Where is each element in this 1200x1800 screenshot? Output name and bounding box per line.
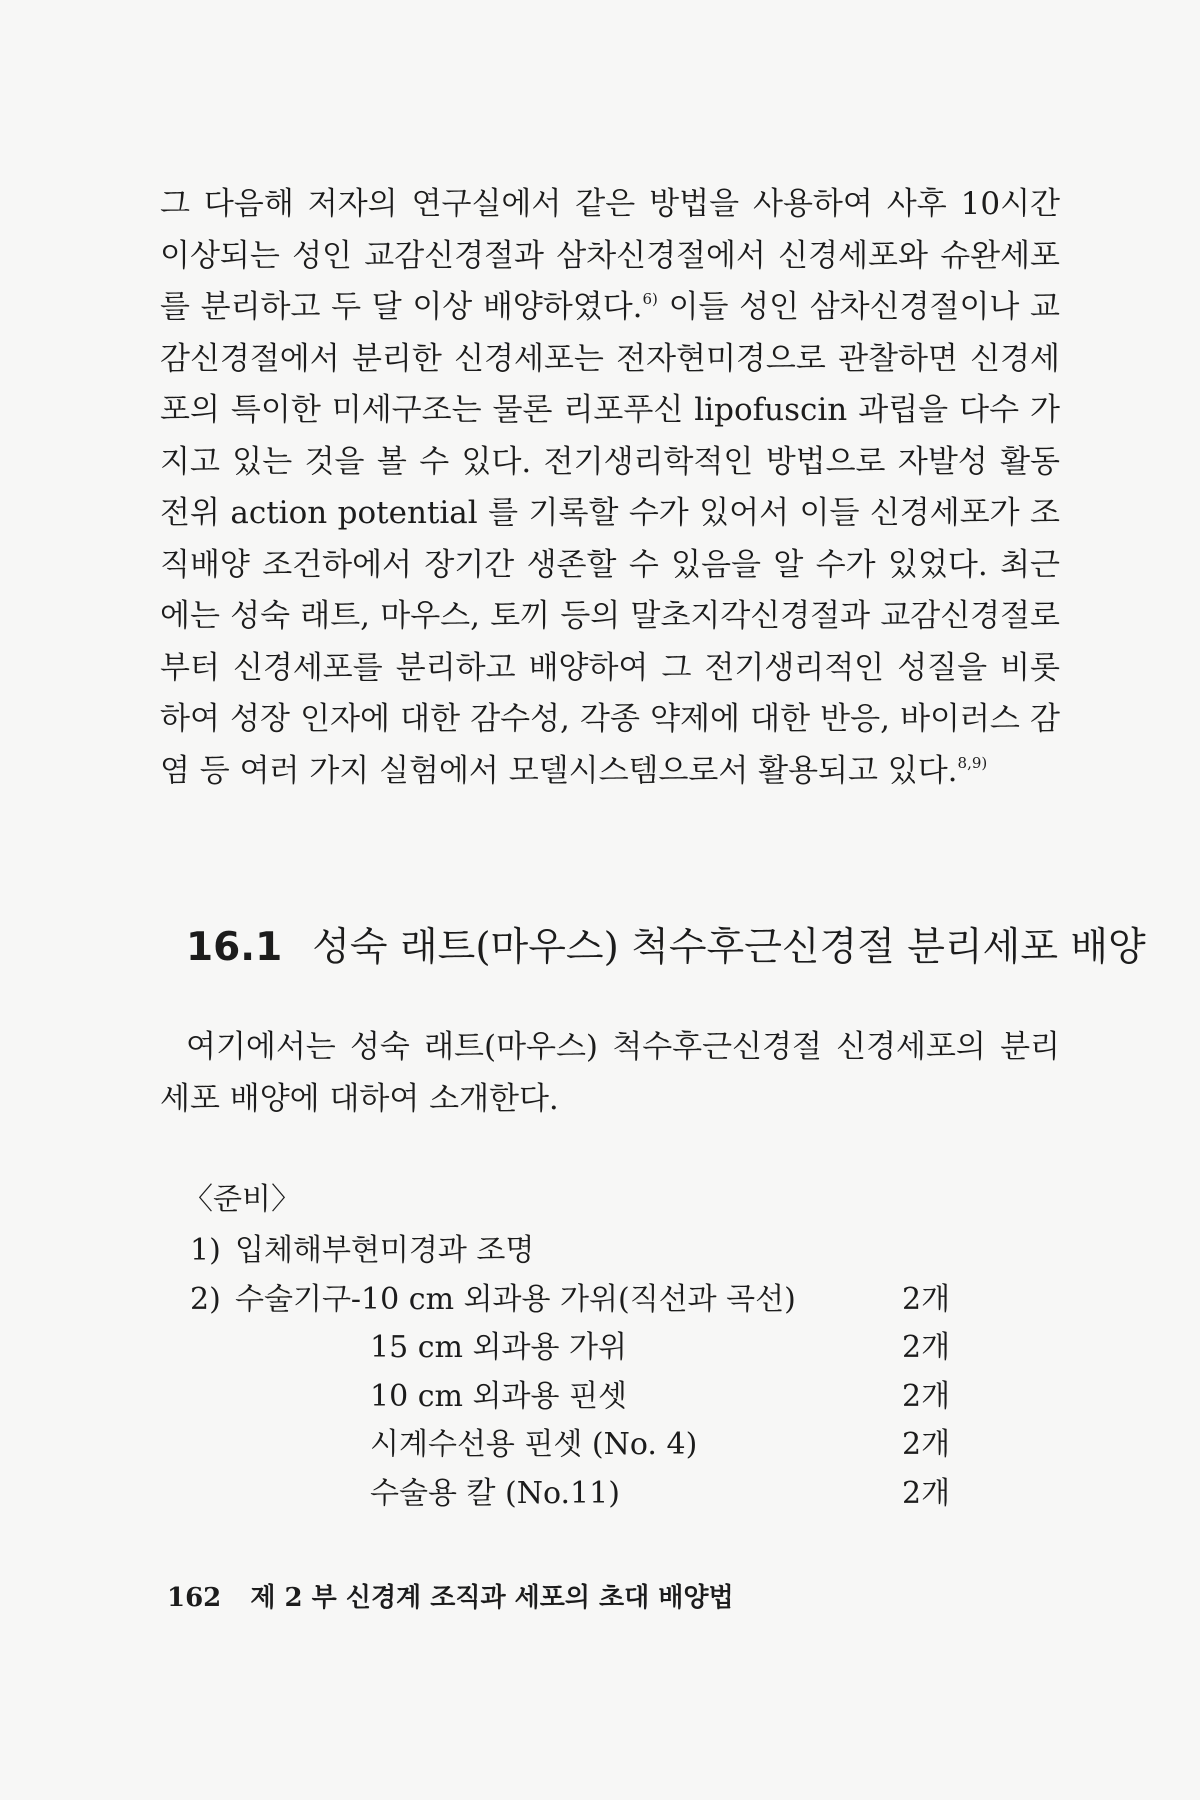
preparation-list (190, 1227, 970, 1518)
reference-marker: 8,9) (957, 753, 988, 772)
item-number: 1) (190, 1233, 221, 1268)
item-text: 수술용 칼 (No.11) (370, 1475, 620, 1511)
list-item (190, 1324, 970, 1373)
section-heading (186, 920, 1146, 976)
item-quantity: 2개 (902, 1378, 951, 1414)
reference-marker: 6) (642, 290, 658, 308)
list-item (190, 1227, 970, 1276)
preparation-label: 〈준비〉 (183, 1182, 301, 1217)
section-paragraph: 여기에서는 성숙 래트(마우스) 척수후근신경절 신경세포의 분리세포 배양에 대하여 소개한다. (160, 1029, 1060, 1117)
item-quantity: 2개 (902, 1281, 951, 1317)
item-number: 2) (190, 1281, 221, 1317)
item-quantity: 2개 (902, 1330, 951, 1365)
item-text: 수술기구-10 cm 외과용 가위(직선과 곡선) (235, 1281, 796, 1317)
intro-paragraph (160, 179, 1060, 797)
list-item (190, 1421, 970, 1470)
item-text: 10 cm 외과용 핀셋 (370, 1378, 627, 1414)
item-quantity: 2개 (902, 1427, 951, 1462)
item-text: 시계수선용 핀셋 (No. 4) (370, 1427, 698, 1462)
page-number: 162 (167, 1583, 222, 1613)
list-item (190, 1373, 970, 1422)
intro-text-continued: 이들 성인 삼차신경절이나 교감신경절에서 분리한 신경세포는 전자현미경으로 관찰하면 신경세포의 특이한 미세구조는 물론 리포푸신 lipofuscin 과립을 다수 가지고 있는 것을 볼 수 있다. 전기생리학적인 방법으로 자발성 활동전위 action potential 를 기록할 수가 있어서 이들 신경세포가 조직배양 조건하에서 장기간 생존할 수 있음을 알 수가 있었다. 최근에는 성숙 래트, 마우스, 토끼 등의 말초지각신경절과 교감신경절로부터 신경세포를 분리하고 배양하여 그 전기생리적인 성질을 비롯하여 성장 인자에 대한 감수성, 각종 약제에 대한 반응, 바이러스 감염 등 여러 가지 실험에서 모델시스템으로서 활용되고 있다. (160, 289, 1060, 789)
page-footer (167, 1578, 734, 1618)
list-item (190, 1276, 970, 1325)
item-text: 입체해부현미경과 조명 (235, 1233, 535, 1268)
list-item (190, 1470, 970, 1519)
running-title: 제 2 부 신경계 조직과 세포의 초대 배양법 (250, 1583, 734, 1613)
item-text: 15 cm 외과용 가위 (370, 1330, 627, 1365)
section-number: 16.1 (186, 925, 283, 970)
section-title: 성숙 래트(마우스) 척수후근신경절 분리세포 배양 (312, 925, 1146, 970)
item-quantity: 2개 (902, 1475, 951, 1511)
intro-text: 그 다음해 저자의 연구실에서 같은 방법을 사용하여 사후 10시간 이상되는 성인 교감신경절과 삼차신경절에서 신경세포와 슈완세포를 분리하고 두 달 이상 배양하였다. (160, 186, 1060, 325)
